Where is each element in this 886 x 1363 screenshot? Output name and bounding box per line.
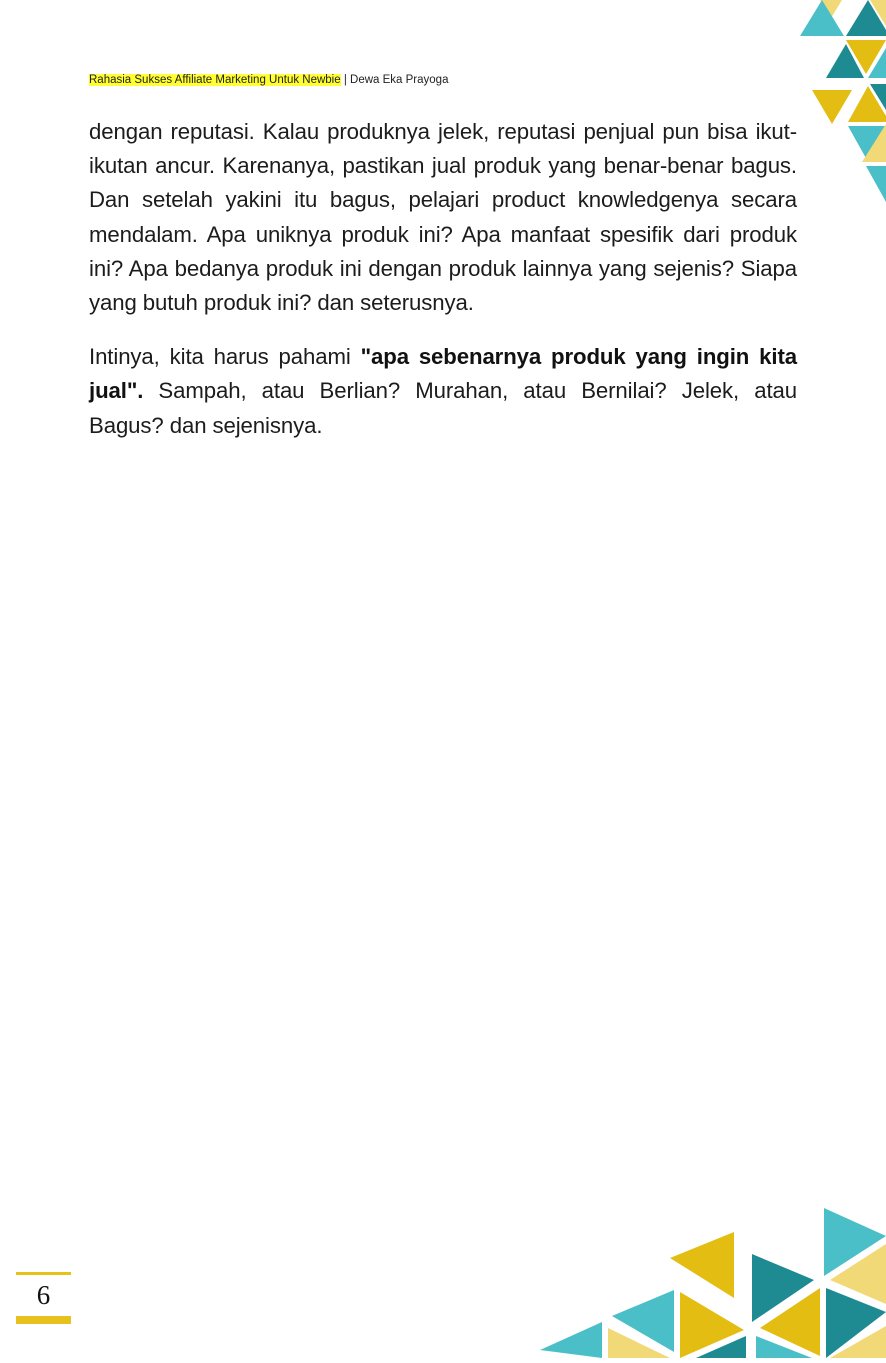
paragraph-2-bold-quote: "apa sebenarnya produk yang ingin kita jual". xyxy=(89,344,797,404)
body-text xyxy=(89,115,797,463)
page-number-bottom-bar xyxy=(16,1316,71,1324)
paragraph-2-lead: Intinya, kita harus pahami xyxy=(89,344,361,370)
paragraph-2 xyxy=(89,340,797,443)
triangle-pattern-bottom-right-icon xyxy=(530,1200,886,1358)
page-number: 6 xyxy=(36,1280,51,1310)
running-header xyxy=(89,73,448,88)
author-name: Dewa Eka Prayoga xyxy=(350,74,449,86)
paragraph-2-tail: Sampah, atau Berlian? Murahan, atau Bernilai? Jelek, atau Bagus? dan sejenisnya. xyxy=(89,378,797,438)
paragraph-1: dengan reputasi. Kalau produknya jelek, reputasi penjual pun bisa ikut-ikutan ancur. Karenanya, pastikan jual produk yang benar-benar bagus. Dan setelah yakini itu bagus, pelajari product knowledgenya secara mendalam. Apa uniknya produk ini? Apa manfaat spesifik dari produk ini? Apa bedanya produk ini dengan produk lainnya yang sejenis? Siapa yang butuh produk ini? dan seterusnya. xyxy=(89,119,797,316)
page-number-top-bar xyxy=(16,1272,71,1275)
page-number-block xyxy=(16,1272,71,1326)
triangle-pattern-top-right-icon xyxy=(790,0,886,210)
header-separator: | xyxy=(340,74,351,86)
book-title: Rahasia Sukses Affiliate Marketing Untuk Newbie xyxy=(89,74,341,86)
